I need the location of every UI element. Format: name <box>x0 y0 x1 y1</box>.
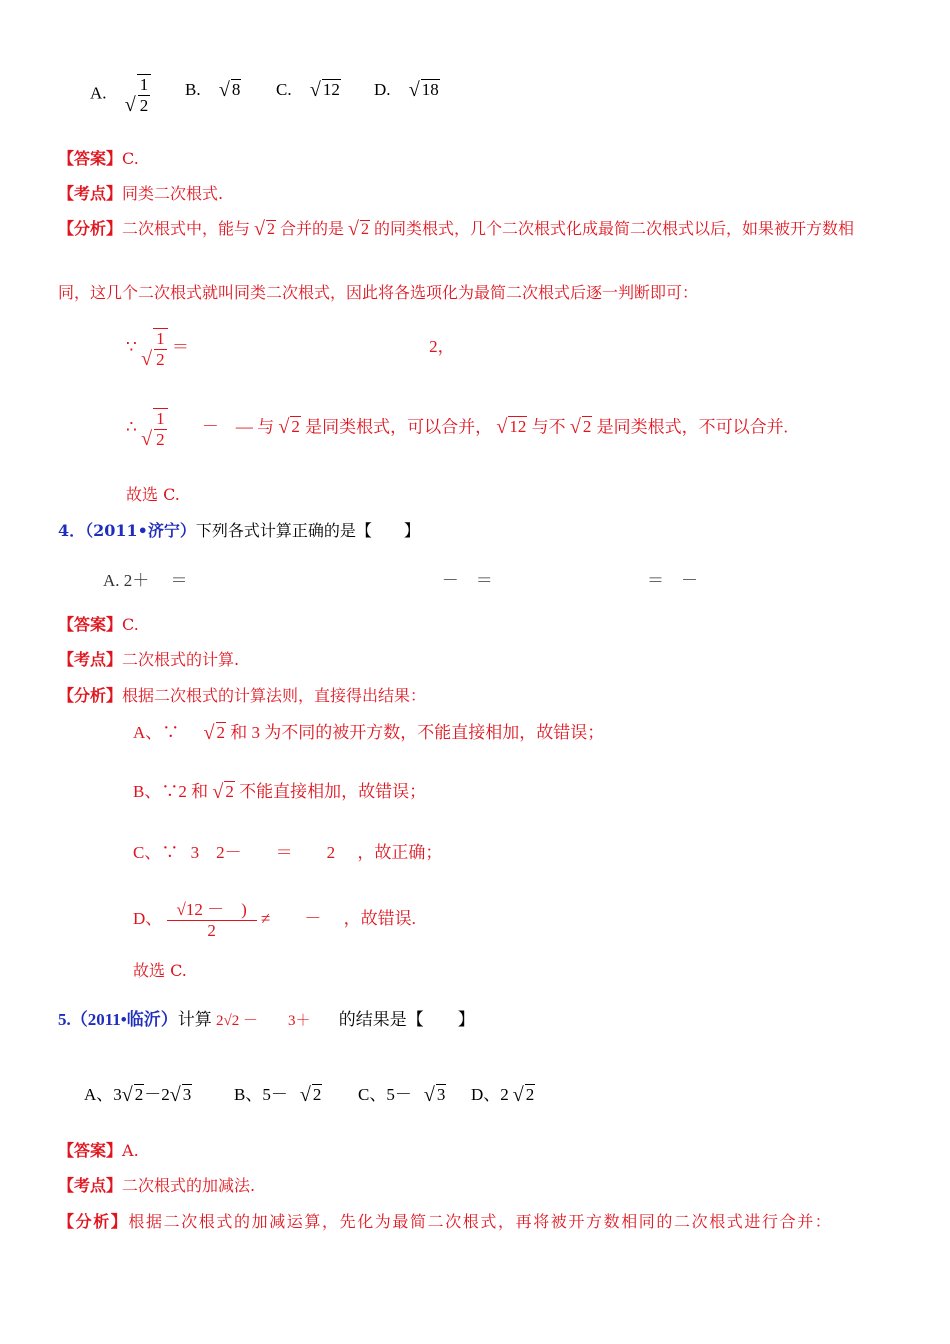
q4-explain-d: D、 $\frac{√12 - )}{2}$ ≠ － ，故错误. <box>133 900 416 940</box>
q4-point-line <box>58 647 239 670</box>
q3-analysis-line1 <box>58 216 854 239</box>
explain-a-tail: 为不同的被开方数，不能直接相加，故错误； <box>264 723 605 742</box>
therefore-text-2: 是同类根式，可以合并， <box>305 417 493 437</box>
analysis-value: 根据二次根式的计算法则，直接得出结果： <box>122 686 427 705</box>
analysis-text-2: 合并的是 <box>280 221 345 238</box>
q3-choose: 故选 C. <box>126 485 180 504</box>
q5-option-d-lead: D、2 <box>471 1085 509 1104</box>
therefore-text-3: 与不 <box>531 417 566 437</box>
sqrt-3: √ 3 <box>169 1084 192 1106</box>
q4-stem-line <box>58 518 420 541</box>
q3-option-c-sqrt: √ 12 <box>309 79 340 101</box>
q5-analysis-line <box>58 1209 832 1232</box>
q5-option-a <box>84 1080 192 1105</box>
q3-option-b-label: B. <box>185 80 201 99</box>
q3-option-d-sqrt: √ 18 <box>408 79 439 101</box>
q3-option-d <box>374 80 440 100</box>
sqrt-12: √ 12 <box>496 416 527 439</box>
q5-option-d <box>471 1080 535 1105</box>
radicand: 8 <box>231 80 241 99</box>
sqrt-2: √ 2 <box>569 416 592 439</box>
sqrt-half: √ $\frac{1}{2}$ <box>141 408 168 449</box>
therefore-text-4: 是同类根式，不可以合并. <box>596 417 788 437</box>
point-value: 二次根式的加减法. <box>122 1176 256 1195</box>
explain-c-lead: C、∵ <box>133 843 179 862</box>
sqrt-2: √ 2 <box>348 218 370 240</box>
frac-d: $\frac{√12 - )}{2}$ <box>167 900 257 940</box>
q5-option-b-lead: B、5－ <box>234 1085 288 1104</box>
q3-option-b-sqrt: √ 8 <box>218 79 241 101</box>
q4-option-a-label: A. <box>103 571 120 590</box>
answer-value: A. <box>122 1141 139 1160</box>
radicand: 18 <box>421 80 439 99</box>
sqrt-2: √ 2 <box>278 416 300 439</box>
analysis-tag: 【分析】 <box>58 1212 129 1231</box>
q3-option-d-label: D. <box>374 80 391 99</box>
q3-options <box>90 74 151 115</box>
answer-tag: 【答案】 <box>58 1141 123 1160</box>
point-tag: 【考点】 <box>58 650 123 669</box>
therefore-symbol: ∴ <box>126 417 137 437</box>
q5-stem-post: 的结果是【 】 <box>338 1010 475 1029</box>
explain-c-tail: ，故正确； <box>357 843 443 862</box>
q4-explain-c: C、∵ 3 2－ ＝ 2 ，故正确； <box>133 843 443 862</box>
sqrt-2: √ 2 <box>254 218 276 240</box>
answer-value: C. <box>122 615 139 634</box>
analysis-value: 根据二次根式的加减运算，先化为最简二次根式，再将被开方数相同的二次根式进行合并： <box>128 1212 833 1231</box>
q3-option-b <box>185 80 241 100</box>
frac-num: 1 <box>139 75 149 94</box>
analysis-text-3: 的同类根式，几个二次根式化成最简二次根式以后，如果被开方数相 <box>374 221 855 238</box>
analysis-tag: 【分析】 <box>58 221 123 238</box>
q5-option-a-lead: A、3 <box>84 1085 122 1104</box>
sqrt-2: √ 2 <box>121 1084 144 1106</box>
sqrt-2: √ 2 <box>512 1084 535 1106</box>
q3-point-line <box>58 181 223 204</box>
analysis-text-1: 二次根式中，能与 <box>122 221 251 238</box>
because-symbol: ∵ <box>126 337 137 357</box>
q3-option-c <box>276 80 341 100</box>
q5-number: 5.（2011•临沂） <box>58 1010 178 1029</box>
q4-explain-a: A、∵ √ 2 和 3 为不同的被开方数，不能直接相加，故错误； <box>133 722 605 744</box>
sqrt-half: √ $\frac{1}{2}$ <box>141 328 168 369</box>
because-end: 2， <box>429 337 455 357</box>
q3-therefore-line: ∴ √ $\frac{1}{2}$ － — 与 √ 2 是同类根式，可以合并， √ 12 与不 √ 2 是同类根式，不可以合并. <box>126 409 788 451</box>
q5-stem-pre: 计算 <box>177 1010 212 1029</box>
q3-because-line <box>126 328 455 369</box>
q3-option-c-label: C. <box>276 80 292 99</box>
explain-a-mid: 和 <box>230 723 248 742</box>
q3-answer-line <box>58 146 139 169</box>
explain-b-tail: 不能直接相加，故错误； <box>239 782 427 801</box>
sqrt-2: √ 2 <box>299 1084 322 1106</box>
q3-option-a-label: A. <box>90 83 107 103</box>
q5-option-c <box>358 1080 446 1105</box>
q3-option-a-sqrt: √ $\frac{1}{2}$ <box>125 74 152 115</box>
analysis-tag: 【分析】 <box>58 686 123 705</box>
answer-tag: 【答案】 <box>58 615 123 634</box>
q5-stem-line: 5.（2011•临沂）计算 2√2 － 3＋ 的结果是【 】 <box>58 1010 475 1029</box>
sqrt-3: √ 3 <box>423 1084 446 1106</box>
q4-explain-b <box>133 777 426 802</box>
therefore-text-1: 与 <box>257 417 275 437</box>
q4-answer-line <box>58 612 139 635</box>
q4-stem: 下列各式计算正确的是【 】 <box>195 521 420 540</box>
point-tag: 【考点】 <box>58 1176 123 1195</box>
explain-b-lead: B、∵2 和 <box>133 782 209 801</box>
sqrt-2: √ 2 <box>212 781 234 803</box>
q4-choose: 故选 C. <box>133 961 187 980</box>
q5-answer-line <box>58 1138 139 1161</box>
q5-option-b <box>234 1080 322 1105</box>
q3-analysis-line2: 同，这几个二次根式就叫同类二次根式，因此将各选项化为最简二次根式后逐一判断即可： <box>58 283 699 302</box>
radicand: 12 <box>322 80 340 99</box>
point-value: 同类二次根式. <box>122 184 224 203</box>
equals: ＝ <box>171 337 189 357</box>
answer-value: C. <box>122 149 139 168</box>
q4-analysis-line <box>58 683 426 706</box>
explain-a-lead: A、∵ <box>133 723 180 742</box>
q5-point-line <box>58 1173 255 1196</box>
point-tag: 【考点】 <box>58 184 123 203</box>
explain-d-lead: D、 <box>133 908 163 928</box>
frac-den: 2 <box>139 95 149 115</box>
q4-number: 4．（2011•济宁） <box>58 521 196 540</box>
q5-option-c-lead: C、5－ <box>358 1085 412 1104</box>
point-value: 二次根式的计算. <box>122 650 240 669</box>
q4-options-line: A. 2＋ ＝ － ＝ ＝ － <box>103 571 699 590</box>
q5-option-a-mid: －2 <box>144 1085 170 1104</box>
answer-tag: 【答案】 <box>58 149 123 168</box>
explain-d-tail: ，故错误. <box>343 908 416 928</box>
sqrt-2: √ 2 <box>203 722 226 744</box>
